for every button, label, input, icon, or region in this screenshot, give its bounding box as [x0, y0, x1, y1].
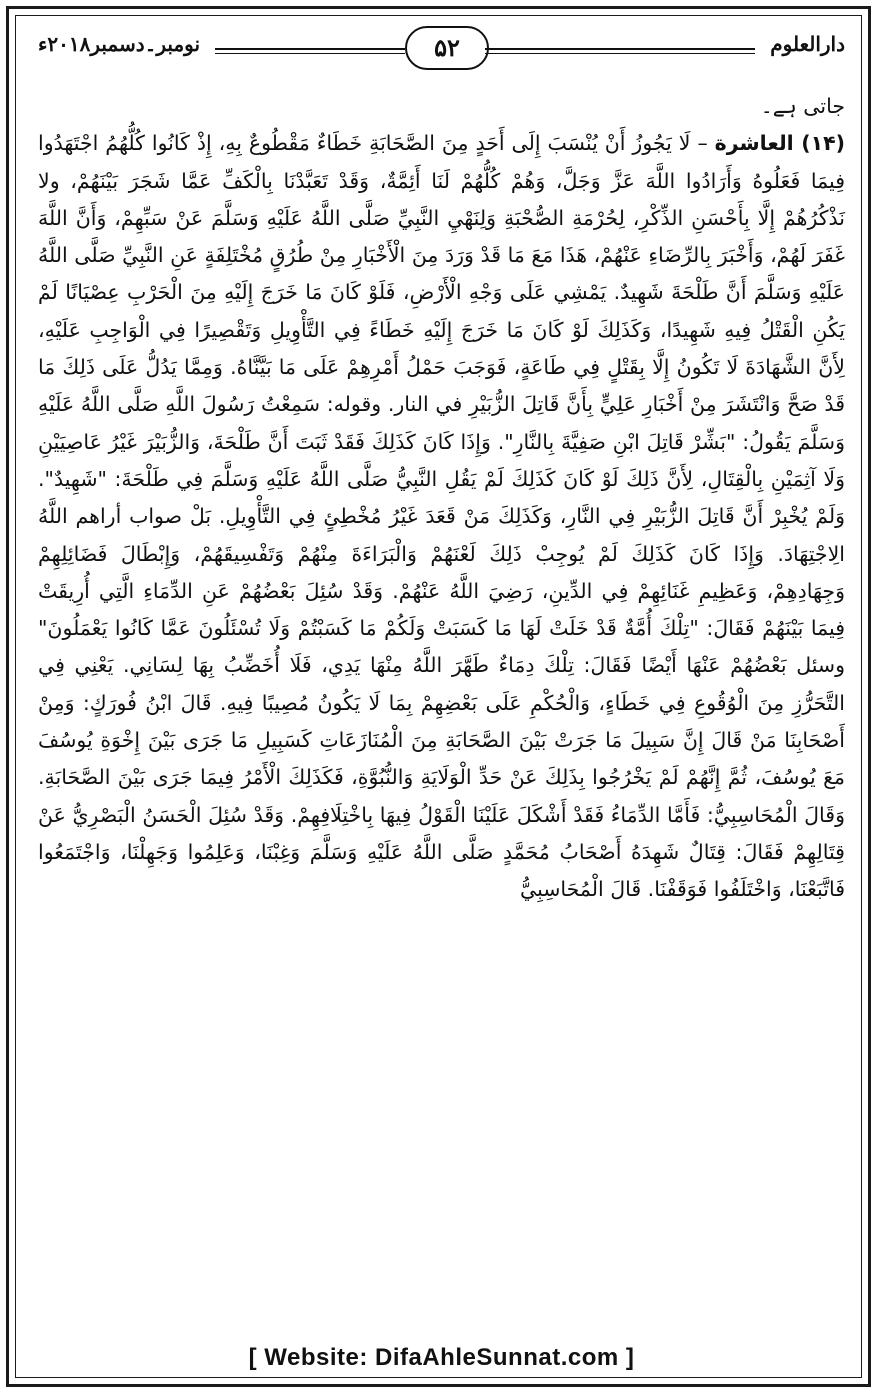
- header-rule-left: [215, 48, 405, 50]
- header-date: نومبر۔دسمبر۲۰۱۸ء: [38, 32, 201, 56]
- header-magazine-title: دارالعلوم: [770, 32, 845, 56]
- page-header: [30, 24, 853, 74]
- header-rule-right-thin: [485, 53, 755, 54]
- opening-line: جاتی ہے۔: [760, 94, 845, 118]
- header-rule-right: [485, 48, 755, 50]
- paragraph-text: – لَا يَجُوزُ أَنْ يُنْسَبَ إِلَى أَحَدٍ مِنَ الصَّحَابَةِ خَطَاءٌ مَقْطُوعٌ بِهِ، إِذْ كَانُوا كُلُّهُمُ اجْتَهَدُوا فِيمَا فَعَلُوهُ وَأَرَادُوا اللَّهَ عَزَّ وَجَلَّ، وَهُمْ كُلُّهُمْ لَنَا أَئِمَّةٌ، وَقَدْ تَعَبَّدْنَا بِالْكَفِّ عَمَّا شَجَرَ بَيْنَهُمْ، ولا نَذْكُرُهُمْ إِلَّا بِأَحْسَنِ الذِّكْرِ، لِحُرْمَةِ الصُّحْبَةِ وَلِنَهْيِ النَّبِيِّ صَلَّى اللَّهُ عَلَيْهِ وَسَلَّمَ عَنْ سَبِّهِمْ، وَأَنَّ اللَّهَ غَفَرَ لَهُمْ، وَأَخْبَرَ بِالرِّضَاءِ عَنْهُمْ، هَذَا مَعَ مَا قَدْ وَرَدَ مِنَ الْأَخْبَارِ مِنْ طُرُقٍ مُخْتَلِفَةٍ عَنِ النَّبِيِّ صَلَّى اللَّهُ عَلَيْهِ وَسَلَّمَ أَنَّ طَلْحَةَ شَهِيدٌ. يَمْشِي عَلَى وَجْهِ الْأَرْضِ، فَلَوْ كَانَ مَا خَرَجَ إِلَيْهِ مِنَ الْحَرْبِ عِصْيَانًا لَمْ يَكُنِ الْقَتْلُ فِيهِ شَهِيدًا، وَكَذَلِكَ لَوْ كَانَ مَا خَرَجَ إِلَيْهِ خَطَاءً فِي التَّأْوِيلِ وَتَقْصِيرًا فِي الْوَاجِبِ عَلَيْهِ، لِأَنَّ الشَّهَادَةَ لَا تَكُونُ إِلَّا بِقَتْلٍ فِي طَاعَةٍ، فَوَجَبَ حَمْلُ أَمْرِهِمْ عَلَى مَا بَيَّنَّاهُ. وَمِمَّا يَدُلُّ عَلَى ذَلِكَ مَا قَدْ صَحَّ وَانْتَشَرَ مِنْ أَخْبَارِ عَلِيٍّ بِأَنَّ قَاتِلَ الزُّبَيْرِ في النار. وقوله: سَمِعْتُ رَسُولَ اللَّهِ صَلَّى اللَّهُ عَلَيْهِ وَسَلَّمَ يَقُولُ: "بَشِّرْ قَاتِلَ ابْنِ صَفِيَّةَ بِالنَّارِ". وَإِذَا كَانَ كَذَلِكَ فَقَدْ ثَبَتَ أَنَّ طَلْحَةَ، وَالزُّبَيْرَ غَيْرُ عَاصِيَيْنِ وَلَا آثِمَيْنِ بِالْقِتَالِ، لِأَنَّ ذَلِكَ لَوْ كَانَ كَذَلِكَ لَمْ يَقُلِ النَّبِيُّ صَلَّى اللَّهُ عَلَيْهِ وَسَلَّمَ فِي طَلْحَةَ: "شَهِيدٌ". وَلَمْ يُخْبِرْ أَنَّ قَاتِلَ الزُّبَيْرِ فِي النَّارِ، وَكَذَلِكَ مَنْ قَعَدَ غَيْرُ مُخْطِئٍ فِي التَّأْوِيلِ. بَلْ صواب أراهم اللَّهُ الِاجْتِهَادَ. وَإِذَا كَانَ كَذَلِكَ لَمْ يُوجِبْ ذَلِكَ لَعْنَهُمْ وَالْبَرَاءَةَ مِنْهُمْ وَتَفْسِيقَهُمْ، وَإِبْطَالَ فَضَائِلِهِمْ وَجِهَادِهِمْ، وَعَظِيمِ غَنَائِهِمْ فِي الدِّينِ، رَضِيَ اللَّهُ عَنْهُمْ. وَقَدْ سُئِلَ بَعْضُهُمْ عَنِ الدِّمَاءِ الَّتِي أُرِيقَتْ فِيمَا بَيْنَهُمْ فَقَالَ: "تِلْكَ أُمَّةٌ قَدْ خَلَتْ لَهَا مَا كَسَبَتْ وَلَكُمْ مَا كَسَبْتُمْ وَلَا تُسْئَلُونَ عَمَّا كَانُوا يَعْمَلُونَ" وسئل بَعْضُهُمْ عَنْهَا أَيْضًا فَقَالَ: تِلْكَ دِمَاءٌ طَهَّرَ اللَّهُ مِنْهَا يَدِي، فَلَا أُخَضِّبُ بِهَا لِسَانِي. يَعْنِي فِي التَّحَرُّزِ مِنَ الْوُقُوعِ فِي خَطَاءٍ، وَالْحُكْمِ عَلَى بَعْضِهِمْ بِمَا لَا يَكُونُ مُصِيبًا فِيهِ. قَالَ ابْنُ فُورَكٍ: وَمِنْ أَصْحَابِنَا مَنْ قَالَ إِنَّ سَبِيلَ مَا جَرَتْ بَيْنَ الصَّحَابَةِ مِنَ الْمُنَازَعَاتِ كَسَبِيلِ مَا جَرَى بَيْنَ إِخْوَةِ يُوسُفَ مَعَ يُوسُفَ، ثُمَّ إِنَّهُمْ لَمْ يَخْرُجُوا بِذَلِكَ عَنْ حَدِّ الْوَلَايَةِ وَالنُّبُوَّةِ، فَكَذَلِكَ الْأَمْرُ فِيمَا جَرَى بَيْنَ الصَّحَابَةِ. وَقَالَ الْمُحَاسِبِيُّ: فَأَمَّا الدِّمَاءُ فَقَدْ أَشْكَلَ عَلَيْنَا الْقَوْلُ فِيهَا بِاخْتِلَافِهِمْ. وَقَدْ سُئِلَ الْحَسَنُ الْبَصْرِيُّ عَنْ قِتَالِهِمْ فَقَالَ: قِتَالٌ شَهِدَهُ أَصْحَابُ مُحَمَّدٍ صَلَّى اللَّهُ عَلَيْهِ وَسَلَّمَ وَغِبْنَا، وَعَلِمُوا وَجَهِلْنَا، وَاجْتَمَعُوا فَاتَّبَعْنَا، وَاخْتَلَفُوا فَوَقَفْنَا. قَالَ الْمُحَاسِبِيُّ: [38, 131, 845, 902]
- main-paragraph: [38, 125, 845, 908]
- header-rule-left-thin: [215, 53, 405, 54]
- website-footer: [ Website: DifaAhleSunnat.com ]: [248, 1344, 635, 1371]
- section-label: (۱۴) العاشرة: [714, 131, 846, 156]
- article-body: [38, 88, 845, 909]
- page-number: ۵۲: [405, 26, 489, 70]
